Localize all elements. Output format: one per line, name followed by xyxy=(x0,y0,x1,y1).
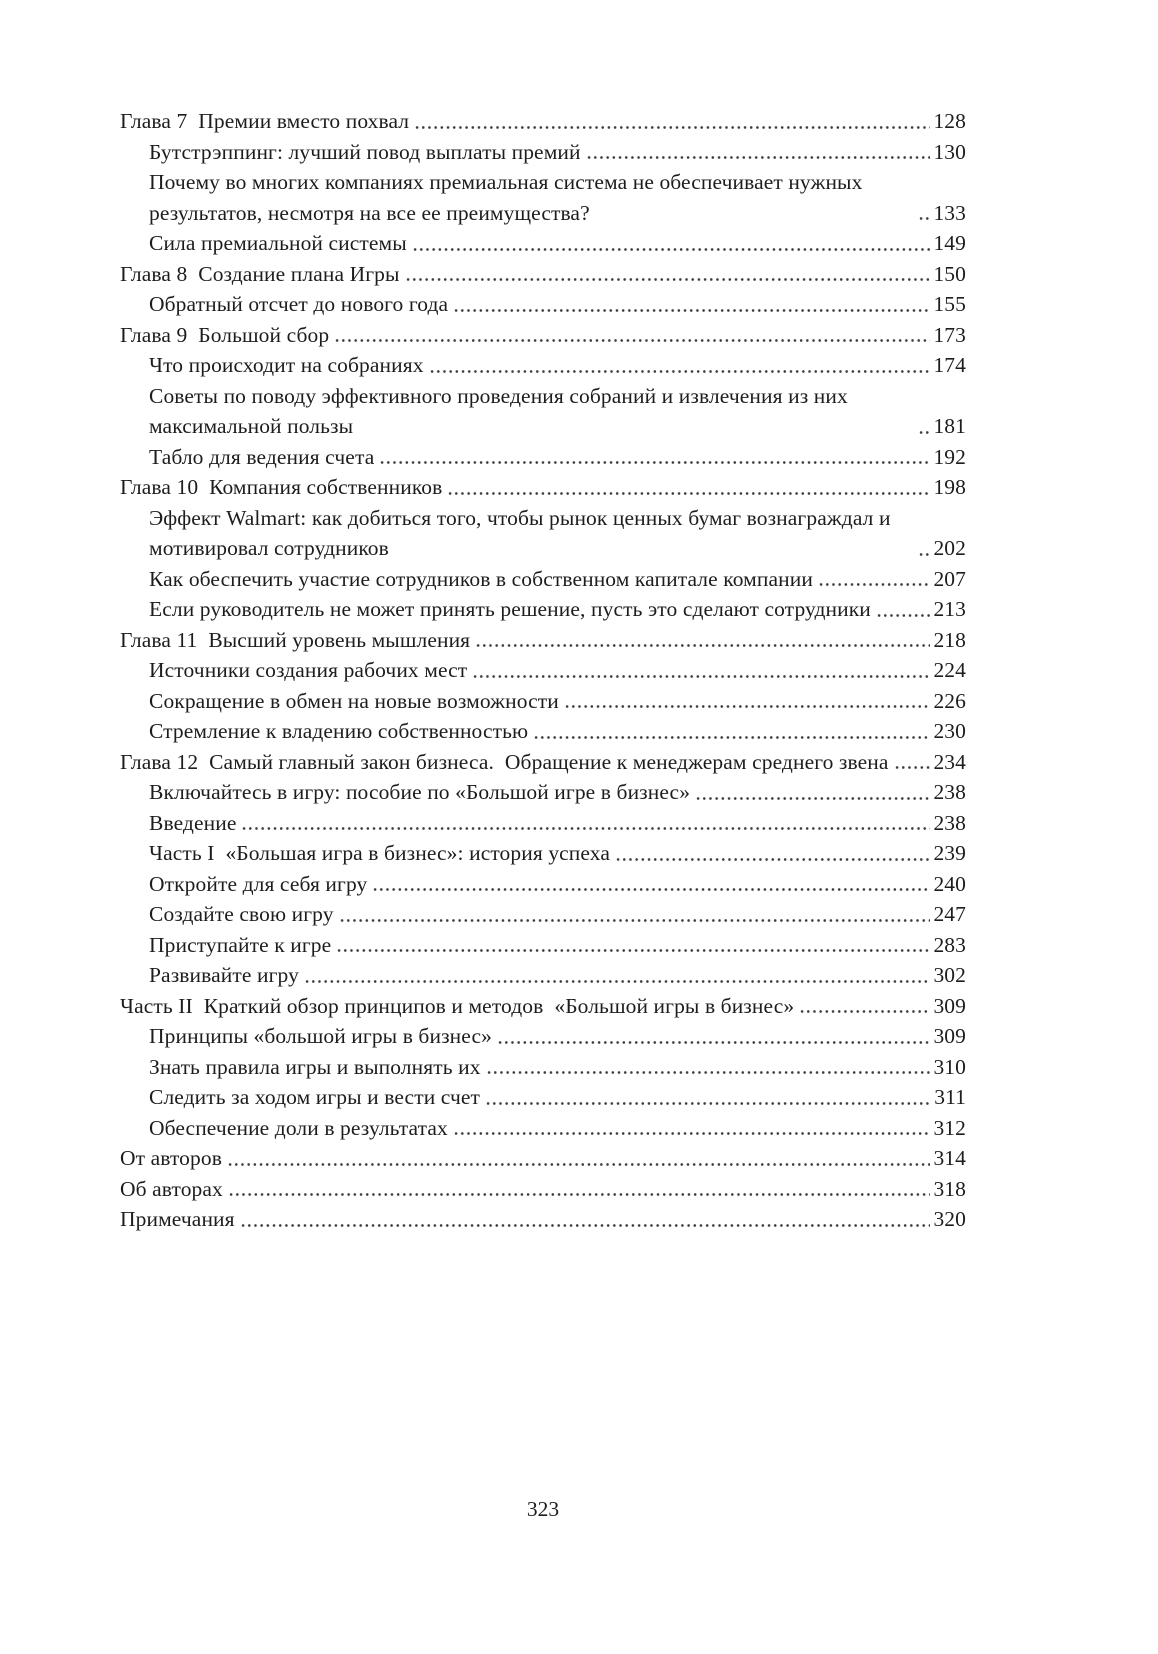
toc-entry-page-number: 238 xyxy=(933,780,966,804)
toc-entry-label: Глава 9 Большой сбор xyxy=(120,322,330,347)
toc-entry-label: Глава 10 Компания собственников xyxy=(120,475,443,499)
toc-entry-label: Советы по поводу эффективного проведения собраний и извлечения из них максимальной пользы xyxy=(149,383,848,438)
toc-entry-page-number: 149 xyxy=(933,231,966,255)
page-footer xyxy=(120,1494,966,1525)
dot-leader xyxy=(486,1071,931,1074)
toc-entry-page-number: 192 xyxy=(933,444,966,469)
dot-leader xyxy=(475,644,930,647)
dot-leader xyxy=(472,675,930,678)
toc-entry-page-number: 181 xyxy=(933,414,966,438)
toc-entry-label: Глава 12 Самый главный закон бизнеса. Обращение к менеджерам среднего звена xyxy=(120,749,889,774)
toc-entry-page-number: 309 xyxy=(933,1024,966,1048)
dot-leader xyxy=(485,1102,931,1105)
toc-entry-page-number: 239 xyxy=(933,841,966,865)
dot-leader xyxy=(304,980,931,983)
toc-entry-label: Глава 11 Высший уровень мышления xyxy=(120,627,471,652)
toc-entry-label: Часть I «Большая игра в бизнес»: история успеха xyxy=(149,841,610,865)
toc-entry xyxy=(120,228,966,259)
toc-entry-label: Введение xyxy=(149,810,237,835)
dot-leader xyxy=(695,797,930,800)
dot-leader xyxy=(429,370,931,373)
dot-leader xyxy=(918,431,930,434)
toc-entry xyxy=(120,625,966,656)
toc-entry-label: Развивайте игру xyxy=(149,963,299,987)
dot-leader xyxy=(564,705,931,708)
dot-leader xyxy=(818,583,931,586)
toc-entry-page-number: 218 xyxy=(933,627,966,652)
toc-entry-page-number: 224 xyxy=(933,658,966,682)
toc-entry xyxy=(120,1204,966,1235)
toc-entry-label: Включайтесь в игру: пособие по «Большой игре в бизнес» xyxy=(149,780,691,804)
dot-leader xyxy=(799,1010,930,1013)
toc-entry-page-number: 238 xyxy=(933,810,966,835)
toc-entry-page-number: 311 xyxy=(934,1085,966,1109)
toc-entry-page-number: 133 xyxy=(933,200,966,225)
dot-leader xyxy=(615,858,930,861)
toc-entry xyxy=(120,991,966,1022)
toc-entry xyxy=(120,747,966,778)
dot-leader xyxy=(918,553,930,556)
toc-entry xyxy=(120,808,966,839)
toc-entry-page-number: 320 xyxy=(933,1207,966,1231)
footer-page-number: 323 xyxy=(526,1497,560,1521)
dot-leader xyxy=(453,309,930,312)
toc-entry-page-number: 207 xyxy=(933,566,966,591)
toc-entry-page-number: 150 xyxy=(933,261,966,286)
toc-entry-label: Если руководитель не может принять решение, пусть это сделают сотрудники xyxy=(149,597,871,621)
toc-entry-label: Приступайте к игре xyxy=(149,932,332,957)
toc-entry-page-number: 230 xyxy=(933,719,966,743)
toc-entry-page-number: 213 xyxy=(933,597,966,621)
toc-entry xyxy=(120,686,966,717)
dot-leader xyxy=(241,827,930,830)
toc-entry xyxy=(120,167,966,228)
dot-leader xyxy=(336,949,930,952)
toc-entry-page-number: 302 xyxy=(933,963,966,987)
toc-entry-page-number: 202 xyxy=(933,536,966,560)
toc-entry-label: Глава 8 Создание плана Игры xyxy=(120,261,400,286)
toc-list xyxy=(120,106,966,1235)
toc-entry xyxy=(120,442,966,473)
dot-leader xyxy=(918,217,930,220)
toc-entry xyxy=(120,777,966,808)
toc-entry xyxy=(120,716,966,747)
dot-leader xyxy=(497,1041,931,1044)
toc-entry-page-number: 128 xyxy=(933,109,966,133)
toc-entry-page-number: 130 xyxy=(933,139,966,164)
dot-leader xyxy=(412,248,931,251)
toc-entry xyxy=(120,1174,966,1205)
dot-leader xyxy=(379,461,930,464)
dot-leader xyxy=(586,156,931,159)
toc-entry xyxy=(120,259,966,290)
toc-entry xyxy=(120,137,966,168)
dot-leader xyxy=(533,736,930,739)
toc-entry xyxy=(120,106,966,137)
toc-entry-label: Примечания xyxy=(120,1207,235,1231)
toc-entry-page-number: 283 xyxy=(933,932,966,957)
toc-entry xyxy=(120,1021,966,1052)
toc-entry-label: Эффект Walmart: как добиться того, чтобы рынок ценных бумаг вознаграждал и мотивировал сотрудников xyxy=(149,505,891,560)
toc-entry-label: Стремление к владению собственностью xyxy=(149,719,529,743)
toc-entry-page-number: 155 xyxy=(933,292,966,316)
toc-entry-label: Сокращение в обмен на новые возможности xyxy=(149,688,559,713)
toc-entry-label: Бутстрэппинг: лучший повод выплаты премий xyxy=(149,139,581,164)
dot-leader xyxy=(405,278,931,281)
toc-entry xyxy=(120,472,966,503)
dot-leader xyxy=(339,919,931,922)
toc-entry-label: Что происходит на собраниях xyxy=(149,353,424,377)
toc-entry-label: Глава 7 Премии вместо похвал xyxy=(120,109,410,133)
toc-entry-page-number: 310 xyxy=(933,1054,966,1079)
dot-leader xyxy=(453,1132,931,1135)
toc-entry-label: От авторов xyxy=(120,1146,222,1170)
toc-entry-label: Обратный отсчет до нового года xyxy=(149,292,449,316)
toc-entry xyxy=(120,1143,966,1174)
dot-leader xyxy=(372,888,930,891)
toc-entry-page-number: 174 xyxy=(933,353,966,377)
toc-entry xyxy=(120,503,966,564)
toc-entry-label: Создайте свою игру xyxy=(149,902,334,926)
toc-entry xyxy=(120,320,966,351)
toc-entry-label: Принципы «большой игры в бизнес» xyxy=(149,1024,492,1048)
toc-entry-label: Как обеспечить участие сотрудников в собственном капитале компании xyxy=(149,566,813,591)
toc-entry-label: Обеспечение доли в результатах xyxy=(149,1115,448,1140)
toc-entry xyxy=(120,1082,966,1113)
toc-entry xyxy=(120,899,966,930)
toc-entry-label: Об авторах xyxy=(120,1176,223,1201)
toc-entry xyxy=(120,1113,966,1144)
dot-leader xyxy=(414,126,930,129)
toc-entry-page-number: 226 xyxy=(933,688,966,713)
toc-entry-page-number: 314 xyxy=(933,1146,966,1170)
toc-entry xyxy=(120,869,966,900)
dot-leader xyxy=(447,492,930,495)
dot-leader xyxy=(894,766,931,769)
toc-entry-page-number: 318 xyxy=(933,1176,966,1201)
toc-entry-page-number: 198 xyxy=(933,475,966,499)
toc-entry xyxy=(120,564,966,595)
toc-entry-label: Источники создания рабочих мест xyxy=(149,658,468,682)
toc-entry-label: Почему во многих компаниях премиальная система не обеспечивает нужных результатов, несмотря на все ее преимущества? xyxy=(149,170,863,225)
dot-leader xyxy=(228,1193,931,1196)
toc-entry xyxy=(120,838,966,869)
toc-entry-label: Знать правила игры и выполнять их xyxy=(149,1054,481,1079)
toc-entry-label: Часть II Краткий обзор принципов и методов «Большой игры в бизнес» xyxy=(120,993,795,1018)
toc-entry-label: Следить за ходом игры и вести счет xyxy=(149,1085,481,1109)
toc-entry-page-number: 312 xyxy=(933,1115,966,1140)
toc-entry-label: Сила премиальной системы xyxy=(149,231,407,255)
dot-leader xyxy=(334,339,930,342)
toc-entry xyxy=(120,1052,966,1083)
toc-entry xyxy=(120,350,966,381)
toc-entry-label: Откройте для себя игру xyxy=(149,871,368,896)
dot-leader xyxy=(227,1163,930,1166)
dot-leader xyxy=(876,614,931,617)
toc-entry xyxy=(120,289,966,320)
toc-entry-label: Табло для ведения счета xyxy=(149,444,375,469)
toc-entry xyxy=(120,594,966,625)
toc-entry-page-number: 240 xyxy=(933,871,966,896)
toc-entry-page-number: 173 xyxy=(933,322,966,347)
toc-entry-page-number: 247 xyxy=(933,902,966,926)
toc-entry-page-number: 234 xyxy=(933,749,966,774)
toc-entry xyxy=(120,381,966,442)
toc-entry-page-number: 309 xyxy=(933,993,966,1018)
dot-leader xyxy=(240,1224,931,1227)
toc-entry xyxy=(120,655,966,686)
toc-entry xyxy=(120,960,966,991)
toc-entry xyxy=(120,930,966,961)
